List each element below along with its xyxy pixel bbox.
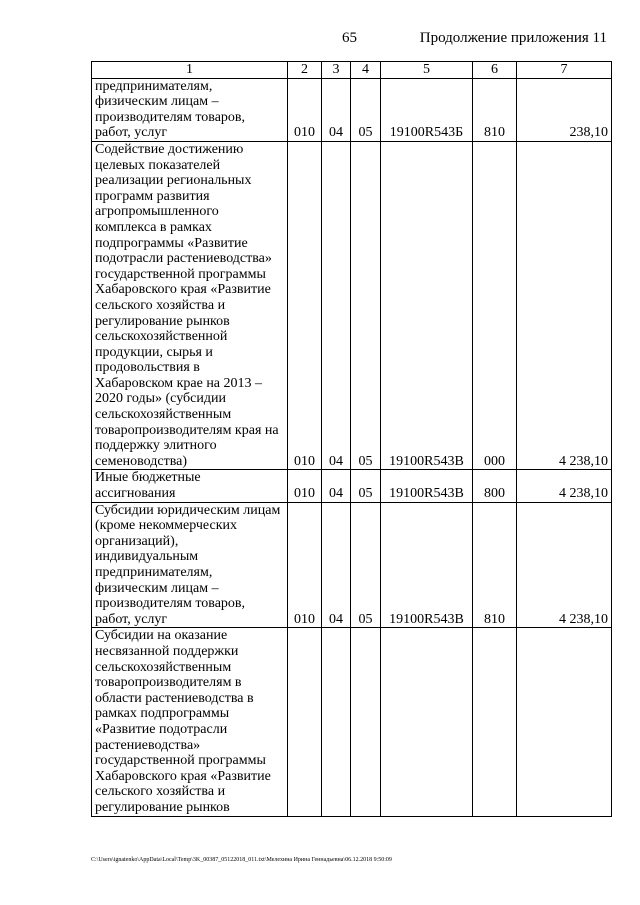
column-header: 2: [288, 62, 322, 79]
row-description: Иные бюджетные ассигнования: [92, 470, 288, 502]
table-row: [92, 502, 612, 628]
cell-subsection: 05: [351, 141, 381, 469]
cell-section: 04: [322, 78, 351, 141]
row-description: Субсидии на оказание несвязанной поддержки сельскохозяйственным товаропроизводителям в области растениеводства в рамках подпрограммы «Развитие подотрасли растениеводства» государственной программы Хабаровского края «Развитие сельского хозяйства и регулирование рынков: [92, 628, 288, 816]
column-header: 1: [92, 62, 288, 79]
table-row: [92, 628, 612, 816]
cell-section: [322, 628, 351, 816]
cell-subsection: [351, 628, 381, 816]
cell-expense-type: 810: [473, 502, 517, 628]
cell-ministry-code: 010: [288, 502, 322, 628]
cell-ministry-code: 010: [288, 78, 322, 141]
row-description: Субсидии юридическим лицам (кроме некоммерческих организаций), индивидуальным предпринимателям, физическим лицам – производителям товаров, работ, услуг: [92, 502, 288, 628]
cell-ministry-code: 010: [288, 470, 322, 502]
cell-target-article: 19100R543В: [381, 141, 473, 469]
cell-amount: 238,10: [517, 78, 612, 141]
column-header: 3: [322, 62, 351, 79]
cell-section: 04: [322, 470, 351, 502]
cell-ministry-code: [288, 628, 322, 816]
continuation-label: Продолжение приложения 11: [419, 30, 607, 46]
cell-amount: 4 238,10: [517, 141, 612, 469]
cell-expense-type: 000: [473, 141, 517, 469]
cell-target-article: 19100R543В: [381, 502, 473, 628]
cell-subsection: 05: [351, 78, 381, 141]
footer-file-path: C:\Users\ignatenko\AppData\Local\Temp\3K_00387_05122018_011.txt\Мелехина Ирина Геннадьевна\06.12.2018 9:50:09: [91, 857, 392, 863]
page-number: 65: [342, 30, 357, 46]
cell-amount: [517, 628, 612, 816]
cell-amount: 4 238,10: [517, 502, 612, 628]
cell-expense-type: [473, 628, 517, 816]
row-description: предпринимателям, физическим лицам – производителям товаров, работ, услуг: [92, 78, 288, 141]
cell-target-article: [381, 628, 473, 816]
cell-subsection: 05: [351, 502, 381, 628]
row-description: Содействие достижению целевых показателей реализации региональных программ развития агропромышленного комплекса в рамках подпрограммы «Развитие подотрасли растениеводства» государственной программы Хабаровского края «Развитие сельского хозяйства и регулирование рынков сельскохозяйственной продукции, сырья и продовольствия в Хабаровском крае на 2013 – 2020 годы» (субсидии сельскохозяйственным товаропроизводителям края на поддержку элитного семеноводства): [92, 141, 288, 469]
budget-table: [91, 61, 612, 817]
table-row: [92, 141, 612, 469]
cell-expense-type: 810: [473, 78, 517, 141]
table-row: [92, 78, 612, 141]
table-row: [92, 470, 612, 502]
cell-target-article: 19100R543В: [381, 470, 473, 502]
cell-target-article: 19100R543Б: [381, 78, 473, 141]
cell-subsection: 05: [351, 470, 381, 502]
cell-ministry-code: 010: [288, 141, 322, 469]
column-header: 5: [381, 62, 473, 79]
cell-section: 04: [322, 502, 351, 628]
cell-amount: 4 238,10: [517, 470, 612, 502]
column-header: 7: [517, 62, 612, 79]
cell-expense-type: 800: [473, 470, 517, 502]
table-header-row: [92, 62, 612, 79]
cell-section: 04: [322, 141, 351, 469]
column-header: 4: [351, 62, 381, 79]
column-header: 6: [473, 62, 517, 79]
